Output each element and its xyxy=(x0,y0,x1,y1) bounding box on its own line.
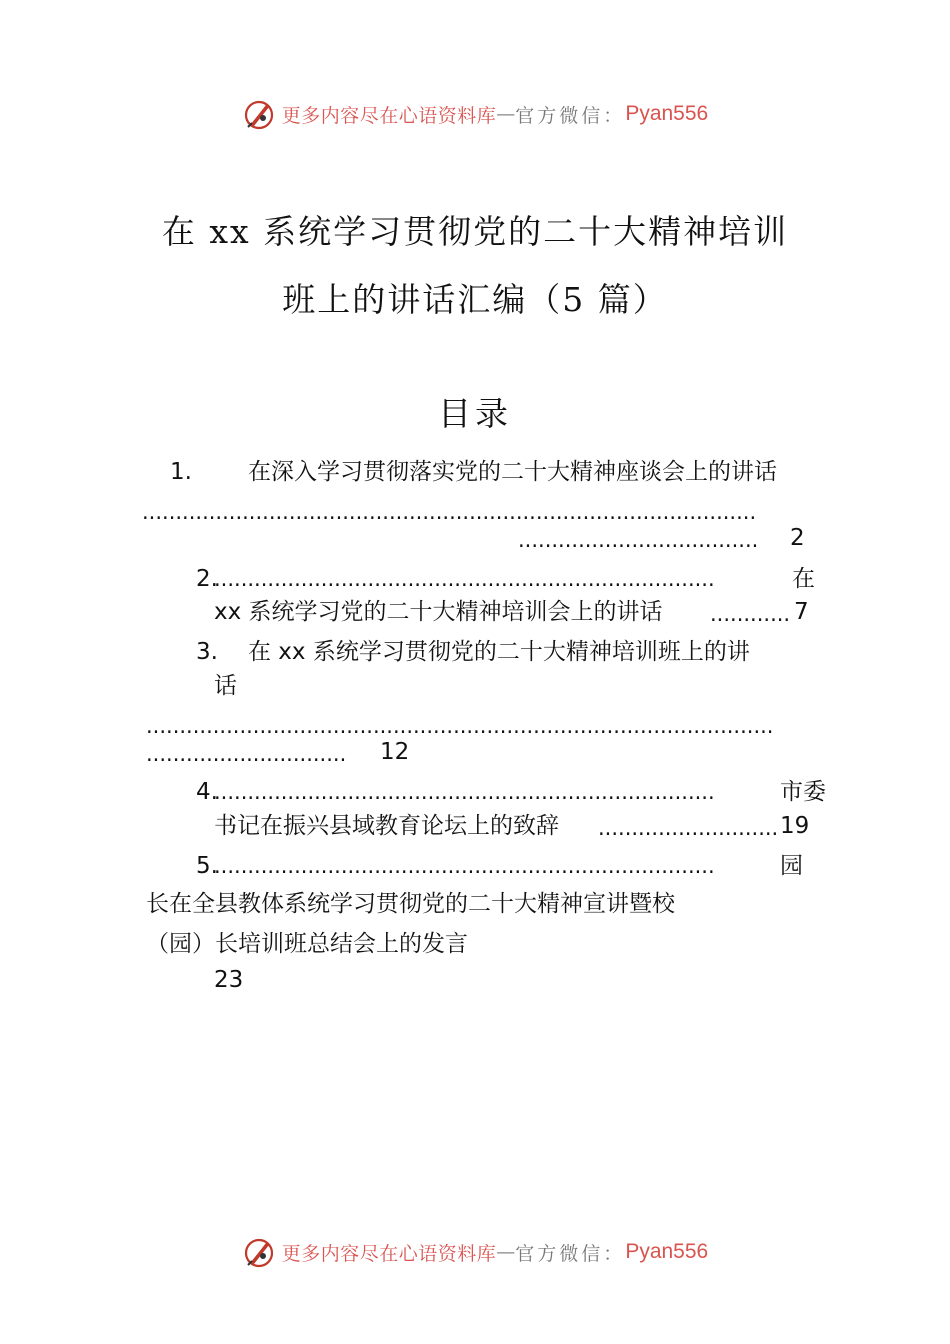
toc-item-1-title[interactable]: 在深入学习贯彻落实党的二十大精神座谈会上的讲话 xyxy=(248,459,777,485)
toc-item-5-number: 5. xyxy=(196,853,218,879)
toc-item-1-leader-b: .................................... xyxy=(518,528,759,552)
toc-item-3-leader-b: .............................. xyxy=(146,742,347,766)
toc-item-3-leader-a: .............................................................................................. xyxy=(146,714,774,738)
toc-item-2-number: 2. xyxy=(196,566,218,592)
watermark-separator: — xyxy=(496,103,516,125)
toc-item-5-title-line3[interactable]: （园）长培训班总结会上的发言 xyxy=(146,931,468,957)
toc-item-4-leader: ........................................................................... xyxy=(214,780,715,804)
toc-item-3-title-end[interactable]: 话 xyxy=(214,673,237,699)
toc-item-1-page: 2 xyxy=(790,525,805,551)
toc-item-3-page: 12 xyxy=(380,739,410,765)
toc-item-1-number: 1. xyxy=(170,459,192,485)
pen-circle-icon xyxy=(242,1235,276,1269)
toc-item-3-number: 3. xyxy=(196,639,218,665)
footer-watermark xyxy=(0,1232,950,1272)
toc-item-4-title-start[interactable]: 市委 xyxy=(780,779,826,805)
watermark-label: 官方微信： xyxy=(515,1242,626,1265)
toc-item-4-leader-end: ........................... xyxy=(598,816,779,840)
toc-item-2-leader: ........................................................................... xyxy=(214,567,715,591)
watermark-brand: 更多内容尽在心语资料库 xyxy=(281,1242,497,1265)
toc-item-5-title-start[interactable]: 园 xyxy=(780,853,803,879)
pen-circle-icon xyxy=(242,97,276,131)
document-title-line2: 班上的讲话汇编（5 篇） xyxy=(282,280,668,319)
toc-item-4-title[interactable]: 书记在振兴县域教育论坛上的致辞 xyxy=(214,813,559,839)
watermark-separator: — xyxy=(496,1241,516,1263)
document-title-line1: 在 xx 系统学习贯彻党的二十大精神培训 xyxy=(161,212,789,251)
watermark-account: Pyan556 xyxy=(625,102,709,125)
toc-heading: 目录 xyxy=(438,394,512,433)
toc-item-2-page: 7 xyxy=(794,599,809,625)
watermark-account: Pyan556 xyxy=(625,1240,709,1263)
watermark-label: 官方微信： xyxy=(515,104,626,127)
toc-item-4-page: 19 xyxy=(780,813,810,839)
toc-item-5-leader: ........................................................................... xyxy=(214,854,715,878)
toc-item-1-leader-a: ............................................................................................ xyxy=(142,500,757,524)
toc-item-2-title-start[interactable]: 在 xyxy=(792,566,815,592)
watermark-brand: 更多内容尽在心语资料库 xyxy=(281,104,497,127)
toc-item-4-number: 4. xyxy=(196,779,218,805)
toc-item-2-title[interactable]: xx 系统学习党的二十大精神培训会上的讲话 xyxy=(214,599,663,625)
toc-item-5-title-line2[interactable]: 长在全县教体系统学习贯彻党的二十大精神宣讲暨校 xyxy=(146,891,675,917)
toc-item-5-page: 23 xyxy=(214,967,244,993)
toc-item-3-title[interactable]: 在 xx 系统学习贯彻党的二十大精神培训班上的讲 xyxy=(248,639,750,665)
header-watermark xyxy=(0,94,950,134)
toc-item-2-leader-end: ............ xyxy=(710,602,791,626)
